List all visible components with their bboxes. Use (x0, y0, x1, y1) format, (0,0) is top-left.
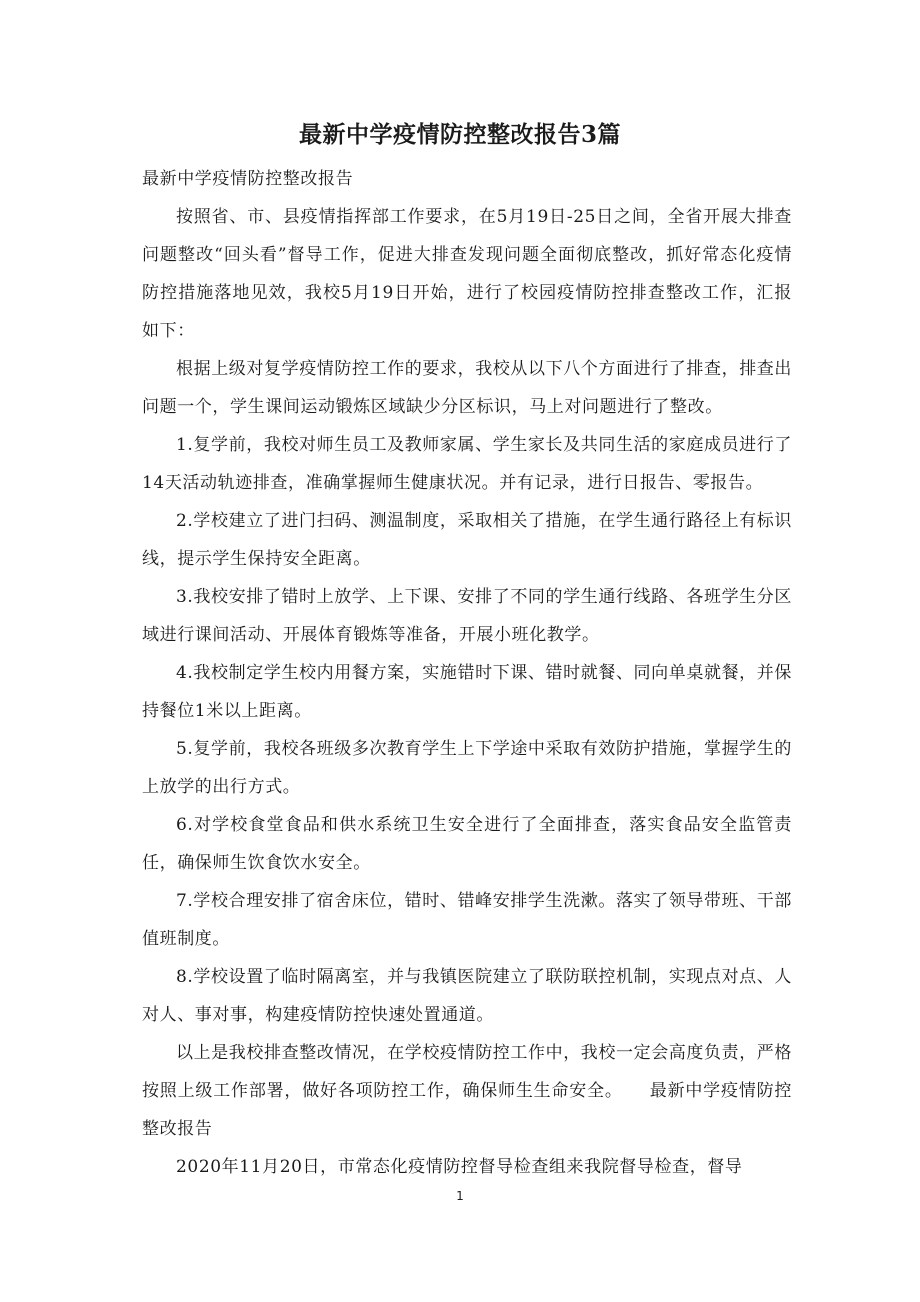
document-title: 最新中学疫情防控整改报告3篇 (298, 121, 621, 148)
paragraph-conclusion: 以上是我校排查整改情况，在学校疫情防控工作中，我校一定会高度负责，严格按照上级工作部署，做好各项防控工作，确保师生生命安全。 最新中学疫情防控整改报告 (142, 1043, 792, 1139)
paragraph-item-2: 2.学校建立了进门扫码、测温制度，采取相关了措施，在学生通行路径上有标识线，提示学生保持安全距离。 (142, 511, 792, 569)
paragraph-item-7: 7.学校合理安排了宿舍床位，错时、错峰安排学生洗漱。落实了领导带班、干部值班制度。 (142, 891, 792, 949)
paragraph-item-1: 1.复学前，我校对师生员工及教师家属、学生家长及共同生活的家庭成员进行了14天活动轨迹排查，准确掌握师生健康状况。并有记录，进行日报告、零报告。 (142, 435, 792, 493)
document-body (142, 160, 792, 1186)
paragraph-summary: 根据上级对复学疫情防控工作的要求，我校从以下八个方面进行了排查，排查出问题一个，学生课间运动锻炼区域缺少分区标识，马上对问题进行了整改。 (142, 359, 792, 417)
paragraph-item-5: 5.复学前，我校各班级多次教育学生上下学途中采取有效防护措施，掌握学生的上放学的出行方式。 (142, 739, 792, 797)
paragraph-item-6: 6.对学校食堂食品和供水系统卫生安全进行了全面排查，落实食品安全监管责任，确保师生饮食饮水安全。 (142, 815, 792, 873)
page-number: 1 (456, 1189, 464, 1203)
paragraph-item-4: 4.我校制定学生校内用餐方案，实施错时下课、错时就餐、同向单桌就餐，并保持餐位1米以上距离。 (142, 663, 792, 721)
paragraph-intro: 按照省、市、县疫情指挥部工作要求，在5月19日-25日之间，全省开展大排查问题整改“回头看”督导工作，促进大排查发现问题全面彻底整改，抓好常态化疫情防控措施落地见效，我校5月19日开始，进行了校园疫情防控排查整改工作，汇报如下： (142, 207, 792, 341)
paragraph-item-8: 8.学校设置了临时隔离室，并与我镇医院建立了联防联控机制，实现点对点、人对人、事对事，构建疫情防控快速处置通道。 (142, 967, 792, 1025)
paragraph-second-report-start: 2020年11月20日，市常态化疫情防控督导检查组来我院督导检查，督导 (176, 1157, 743, 1177)
paragraph-item-3: 3.我校安排了错时上放学、上下课、安排了不同的学生通行线路、各班学生分区域进行课间活动、开展体育锻炼等准备，开展小班化教学。 (142, 587, 792, 645)
document-subtitle: 最新中学疫情防控整改报告 (142, 169, 354, 189)
